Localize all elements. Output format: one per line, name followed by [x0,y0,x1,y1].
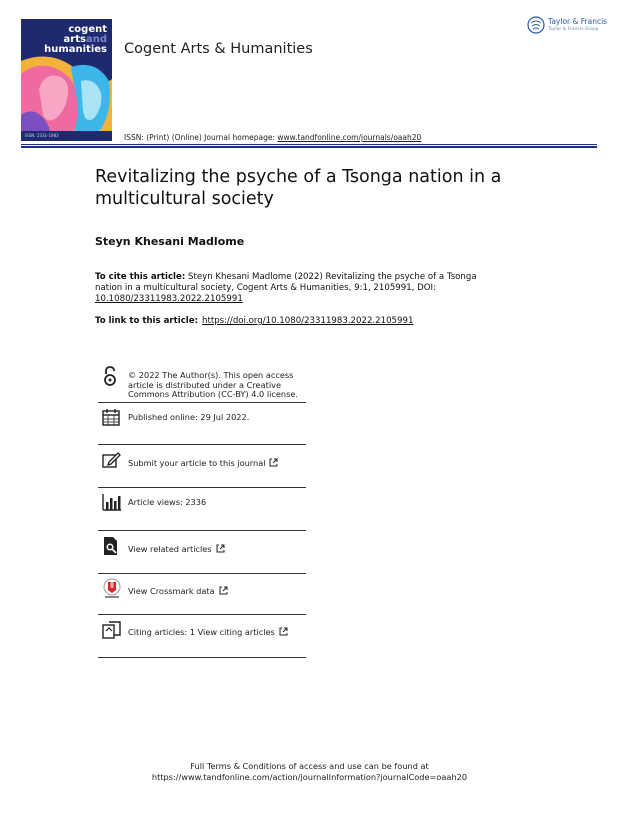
row-divider [98,573,306,574]
license-text: © 2022 The Author(s). This open access article is distributed under a Creative Commons Attribution (CC-BY) 4.0 license. [128,370,298,399]
calendar-icon [102,408,120,426]
article-doi-link[interactable]: https://doi.org/10.1080/23311983.2022.2105991 [202,316,414,326]
related-articles-link[interactable]: View related articles [128,544,225,555]
submit-link[interactable]: Submit your article to this journal [128,458,278,469]
citation-block [95,272,495,305]
row-divider [98,487,306,488]
related-row[interactable] [98,532,306,574]
citing-row[interactable] [98,616,306,658]
views-text: Article views: 2336 [128,497,207,507]
views-row [98,489,306,531]
citation-doi-link[interactable]: 10.1080/23311983.2022.2105991 [95,294,243,304]
cover-issn: ISSN: 2331-1983 [25,133,59,138]
edit-icon [102,451,122,469]
published-text: Published online: 29 Jul 2022. [128,412,250,422]
footer-terms-text: Full Terms & Conditions of access and use can be found at [190,761,429,771]
row-divider [98,402,306,403]
crossmark-link[interactable]: View Crossmark data [128,586,228,597]
article-link-line [95,316,413,326]
publisher-subtitle: Taylor & Francis Group [548,27,599,32]
header-divider [21,144,597,145]
row-divider [98,444,306,445]
author-name: Steyn Khesani Madlome [95,235,245,248]
crossmark-row[interactable] [98,575,306,615]
taylor-francis-logo-icon [527,16,545,34]
citing-articles-icon [102,620,122,640]
citing-articles-link[interactable]: Citing articles: 1 View citing articles [128,627,288,638]
cover-title-line: humanities [44,44,107,55]
crossmark-icon [102,578,122,600]
journal-cover-image [21,19,112,141]
issn-homepage-line: ISSN: (Print) (Online) Journal homepage: www.tandfonline.com/journals/oaah20 [124,133,422,142]
row-divider [98,530,306,531]
bar-chart-icon [102,493,122,511]
open-access-icon [102,365,118,387]
external-link-icon [219,586,228,595]
journal-title: Cogent Arts & Humanities [124,41,313,57]
external-link-icon [269,458,278,467]
search-document-icon [102,536,120,556]
license-row [98,365,306,403]
footer-terms-link[interactable]: https://www.tandfonline.com/action/journalInformation?journalCode=oaah20 [151,772,468,782]
external-link-icon [279,627,288,636]
article-link-label: To link to this article: [95,316,199,326]
cover-title-line: artsand [63,34,107,45]
article-title: Revitalizing the psyche of a Tsonga nation in a multicultural society [95,167,502,209]
citation-label: To cite this article: [95,272,186,282]
published-row [98,404,306,445]
external-link-icon [216,544,225,553]
header-divider [21,146,597,148]
row-divider [98,614,306,615]
submit-row[interactable] [98,446,306,488]
publisher-name: Taylor & Francis [548,17,608,26]
row-divider [98,657,306,658]
journal-homepage-link[interactable]: www.tandfonline.com/journals/oaah20 [277,133,422,142]
footer [0,761,619,783]
cover-title-line: cogent [68,24,107,35]
citation-text: Steyn Khesani Madlome (2022) Revitalizing the psyche of a Tsonga nation in a multicultural society, Cogent Arts & Humanities, 9:1, 2105991, DOI: [95,272,477,293]
